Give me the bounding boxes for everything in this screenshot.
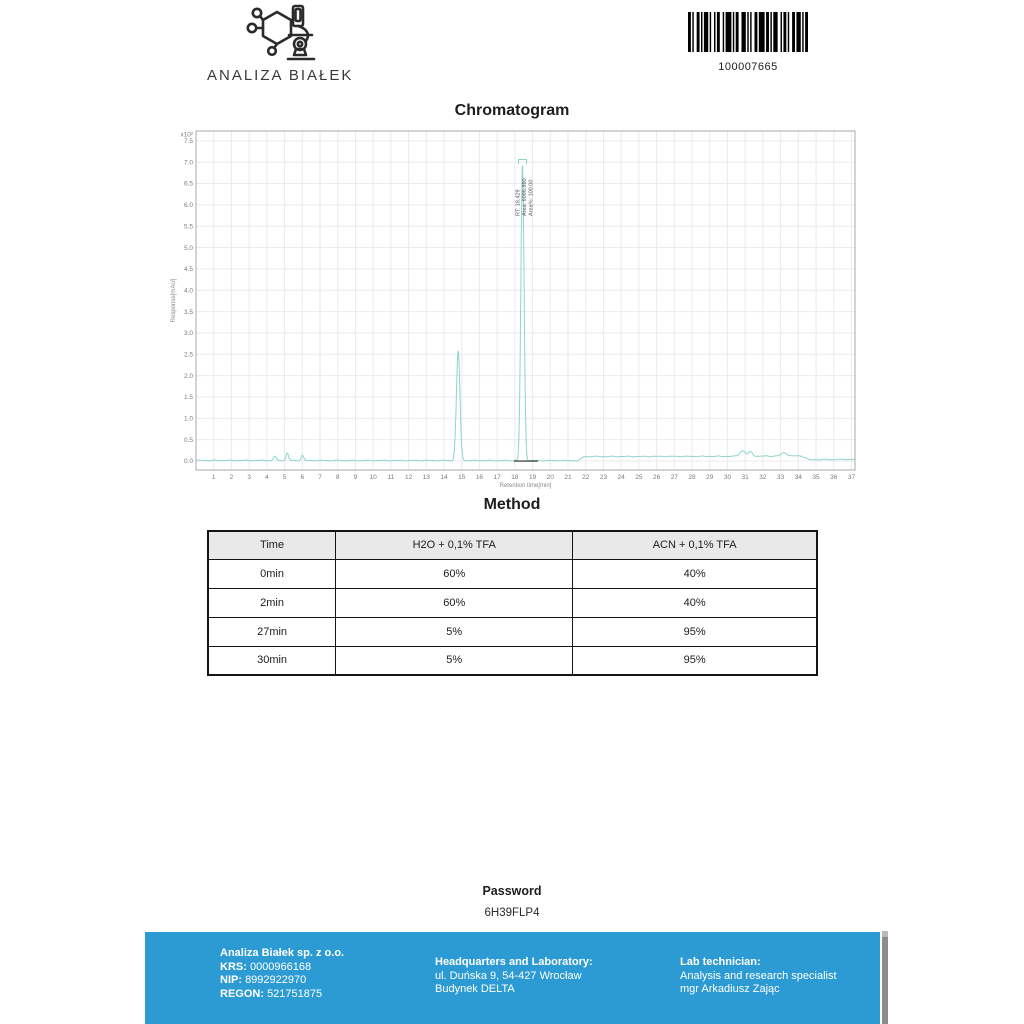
table-cell: 60% <box>336 588 573 617</box>
svg-text:30: 30 <box>723 474 732 481</box>
password-label: Password <box>482 884 542 898</box>
svg-text:Area: 6096.860: Area: 6096.860 <box>521 178 528 216</box>
svg-text:7: 7 <box>318 474 322 481</box>
technician-name: mgr Arkadiusz Zając <box>680 983 780 995</box>
svg-text:0.5: 0.5 <box>183 436 193 444</box>
table-row <box>208 646 817 675</box>
svg-text:4.5: 4.5 <box>183 266 193 274</box>
footer-company-block <box>220 947 344 1001</box>
svg-text:1.0: 1.0 <box>183 415 193 423</box>
table-cell: 2min <box>208 588 336 617</box>
table-cell: 5% <box>336 617 573 646</box>
molecule-microscope-icon <box>233 4 321 64</box>
svg-text:37: 37 <box>847 474 856 481</box>
svg-text:14: 14 <box>440 474 448 481</box>
svg-text:35: 35 <box>812 474 820 481</box>
header-cell-h2o: H2O + 0,1% TFA <box>336 531 573 559</box>
svg-text:16: 16 <box>475 474 484 481</box>
svg-text:34: 34 <box>794 474 802 481</box>
svg-text:18: 18 <box>511 474 519 481</box>
svg-text:6.0: 6.0 <box>183 202 193 210</box>
svg-text:RT: 18.429: RT: 18.429 <box>515 189 522 216</box>
chromatogram-chart <box>166 128 856 490</box>
svg-text:3: 3 <box>247 474 251 481</box>
table-cell: 60% <box>336 559 573 588</box>
password-section <box>0 884 1024 919</box>
svg-text:2: 2 <box>229 474 234 481</box>
svg-text:29: 29 <box>706 474 714 481</box>
table-cell: 0min <box>208 559 336 588</box>
company-name: Analiza Białek sp. z o.o. <box>220 947 345 959</box>
footer-hq-block <box>435 956 593 997</box>
svg-text:9: 9 <box>353 474 358 481</box>
password-value: 6H39FLP4 <box>484 907 540 919</box>
barcode-number: 100007665 <box>718 61 778 73</box>
svg-text:7.0: 7.0 <box>183 159 193 167</box>
hq-building: Budynek DELTA <box>435 983 515 995</box>
table-row <box>208 617 817 646</box>
company-regon: REGON: 521751875 <box>220 987 323 1000</box>
svg-text:0.0: 0.0 <box>183 458 193 466</box>
barcode <box>688 12 808 73</box>
svg-text:36: 36 <box>830 474 838 481</box>
table-cell: 95% <box>573 646 817 675</box>
company-nip: NIP: 8992922970 <box>220 974 307 986</box>
svg-text:15: 15 <box>458 474 466 481</box>
table-header-row <box>208 531 817 559</box>
svg-text:33: 33 <box>776 474 785 481</box>
svg-text:3.5: 3.5 <box>183 308 193 316</box>
svg-text:10: 10 <box>369 474 377 481</box>
svg-text:6.5: 6.5 <box>183 180 193 188</box>
svg-text:23: 23 <box>599 474 608 481</box>
table-row <box>208 559 817 588</box>
method-title: Method <box>483 496 541 513</box>
footer <box>145 932 880 1024</box>
svg-text:32: 32 <box>759 474 767 481</box>
technician-role: Analysis and research specialist <box>680 969 837 982</box>
svg-text:1: 1 <box>211 474 216 481</box>
table-cell: 27min <box>208 617 336 646</box>
svg-text:7.5: 7.5 <box>183 138 193 146</box>
svg-text:28: 28 <box>688 474 696 481</box>
svg-text:11: 11 <box>387 474 395 481</box>
svg-text:20: 20 <box>546 474 554 481</box>
svg-text:19: 19 <box>528 474 537 481</box>
svg-text:5.5: 5.5 <box>183 223 193 231</box>
table-row <box>208 588 817 617</box>
svg-text:4: 4 <box>265 474 269 481</box>
svg-text:24: 24 <box>617 474 625 481</box>
svg-text:3.0: 3.0 <box>183 330 193 338</box>
svg-text:2.0: 2.0 <box>183 372 193 380</box>
svg-text:6: 6 <box>300 474 305 481</box>
svg-text:4.0: 4.0 <box>183 287 193 295</box>
svg-text:8: 8 <box>335 474 340 481</box>
table-cell: 40% <box>573 588 817 617</box>
technician-title: Lab technician: <box>680 956 761 968</box>
company-logo <box>207 4 354 84</box>
svg-text:x10²: x10² <box>180 131 193 139</box>
svg-text:5: 5 <box>282 474 287 481</box>
logo-text: ANALIZA BIAŁEK <box>207 67 354 84</box>
svg-text:13: 13 <box>422 474 430 481</box>
svg-text:Area%: 100.00: Area%: 100.00 <box>528 179 535 216</box>
hq-title: Headquarters and Laboratory: <box>435 956 593 968</box>
svg-text:25: 25 <box>635 474 643 481</box>
table-cell: 5% <box>336 646 573 675</box>
svg-text:Response[mAU]: Response[mAU] <box>171 278 177 323</box>
chromatogram-title: Chromatogram <box>454 102 570 119</box>
header-cell-time: Time <box>208 531 336 559</box>
table-cell: 30min <box>208 646 336 675</box>
svg-text:1.5: 1.5 <box>183 394 193 402</box>
table-cell: 40% <box>573 559 817 588</box>
svg-text:22: 22 <box>582 474 590 481</box>
page-edge-strip <box>882 931 888 1024</box>
svg-text:31: 31 <box>741 474 749 481</box>
svg-text:Retention time[min]: Retention time[min] <box>499 483 552 489</box>
svg-text:17: 17 <box>493 474 501 481</box>
svg-text:5.0: 5.0 <box>183 244 193 252</box>
svg-text:27: 27 <box>670 474 678 481</box>
svg-text:2.5: 2.5 <box>183 351 193 359</box>
company-krs: KRS: 0000966168 <box>220 960 312 973</box>
barcode-icon <box>688 12 808 52</box>
svg-text:26: 26 <box>652 474 661 481</box>
svg-text:21: 21 <box>564 474 572 481</box>
method-table <box>207 530 818 676</box>
header-cell-acn: ACN + 0,1% TFA <box>573 531 817 559</box>
table-cell: 95% <box>573 617 817 646</box>
svg-text:12: 12 <box>404 474 413 481</box>
footer-technician-block <box>680 956 837 997</box>
hq-address: ul. Duńska 9, 54-427 Wrocław <box>435 969 582 982</box>
page-edge-strip-cap <box>882 931 888 937</box>
